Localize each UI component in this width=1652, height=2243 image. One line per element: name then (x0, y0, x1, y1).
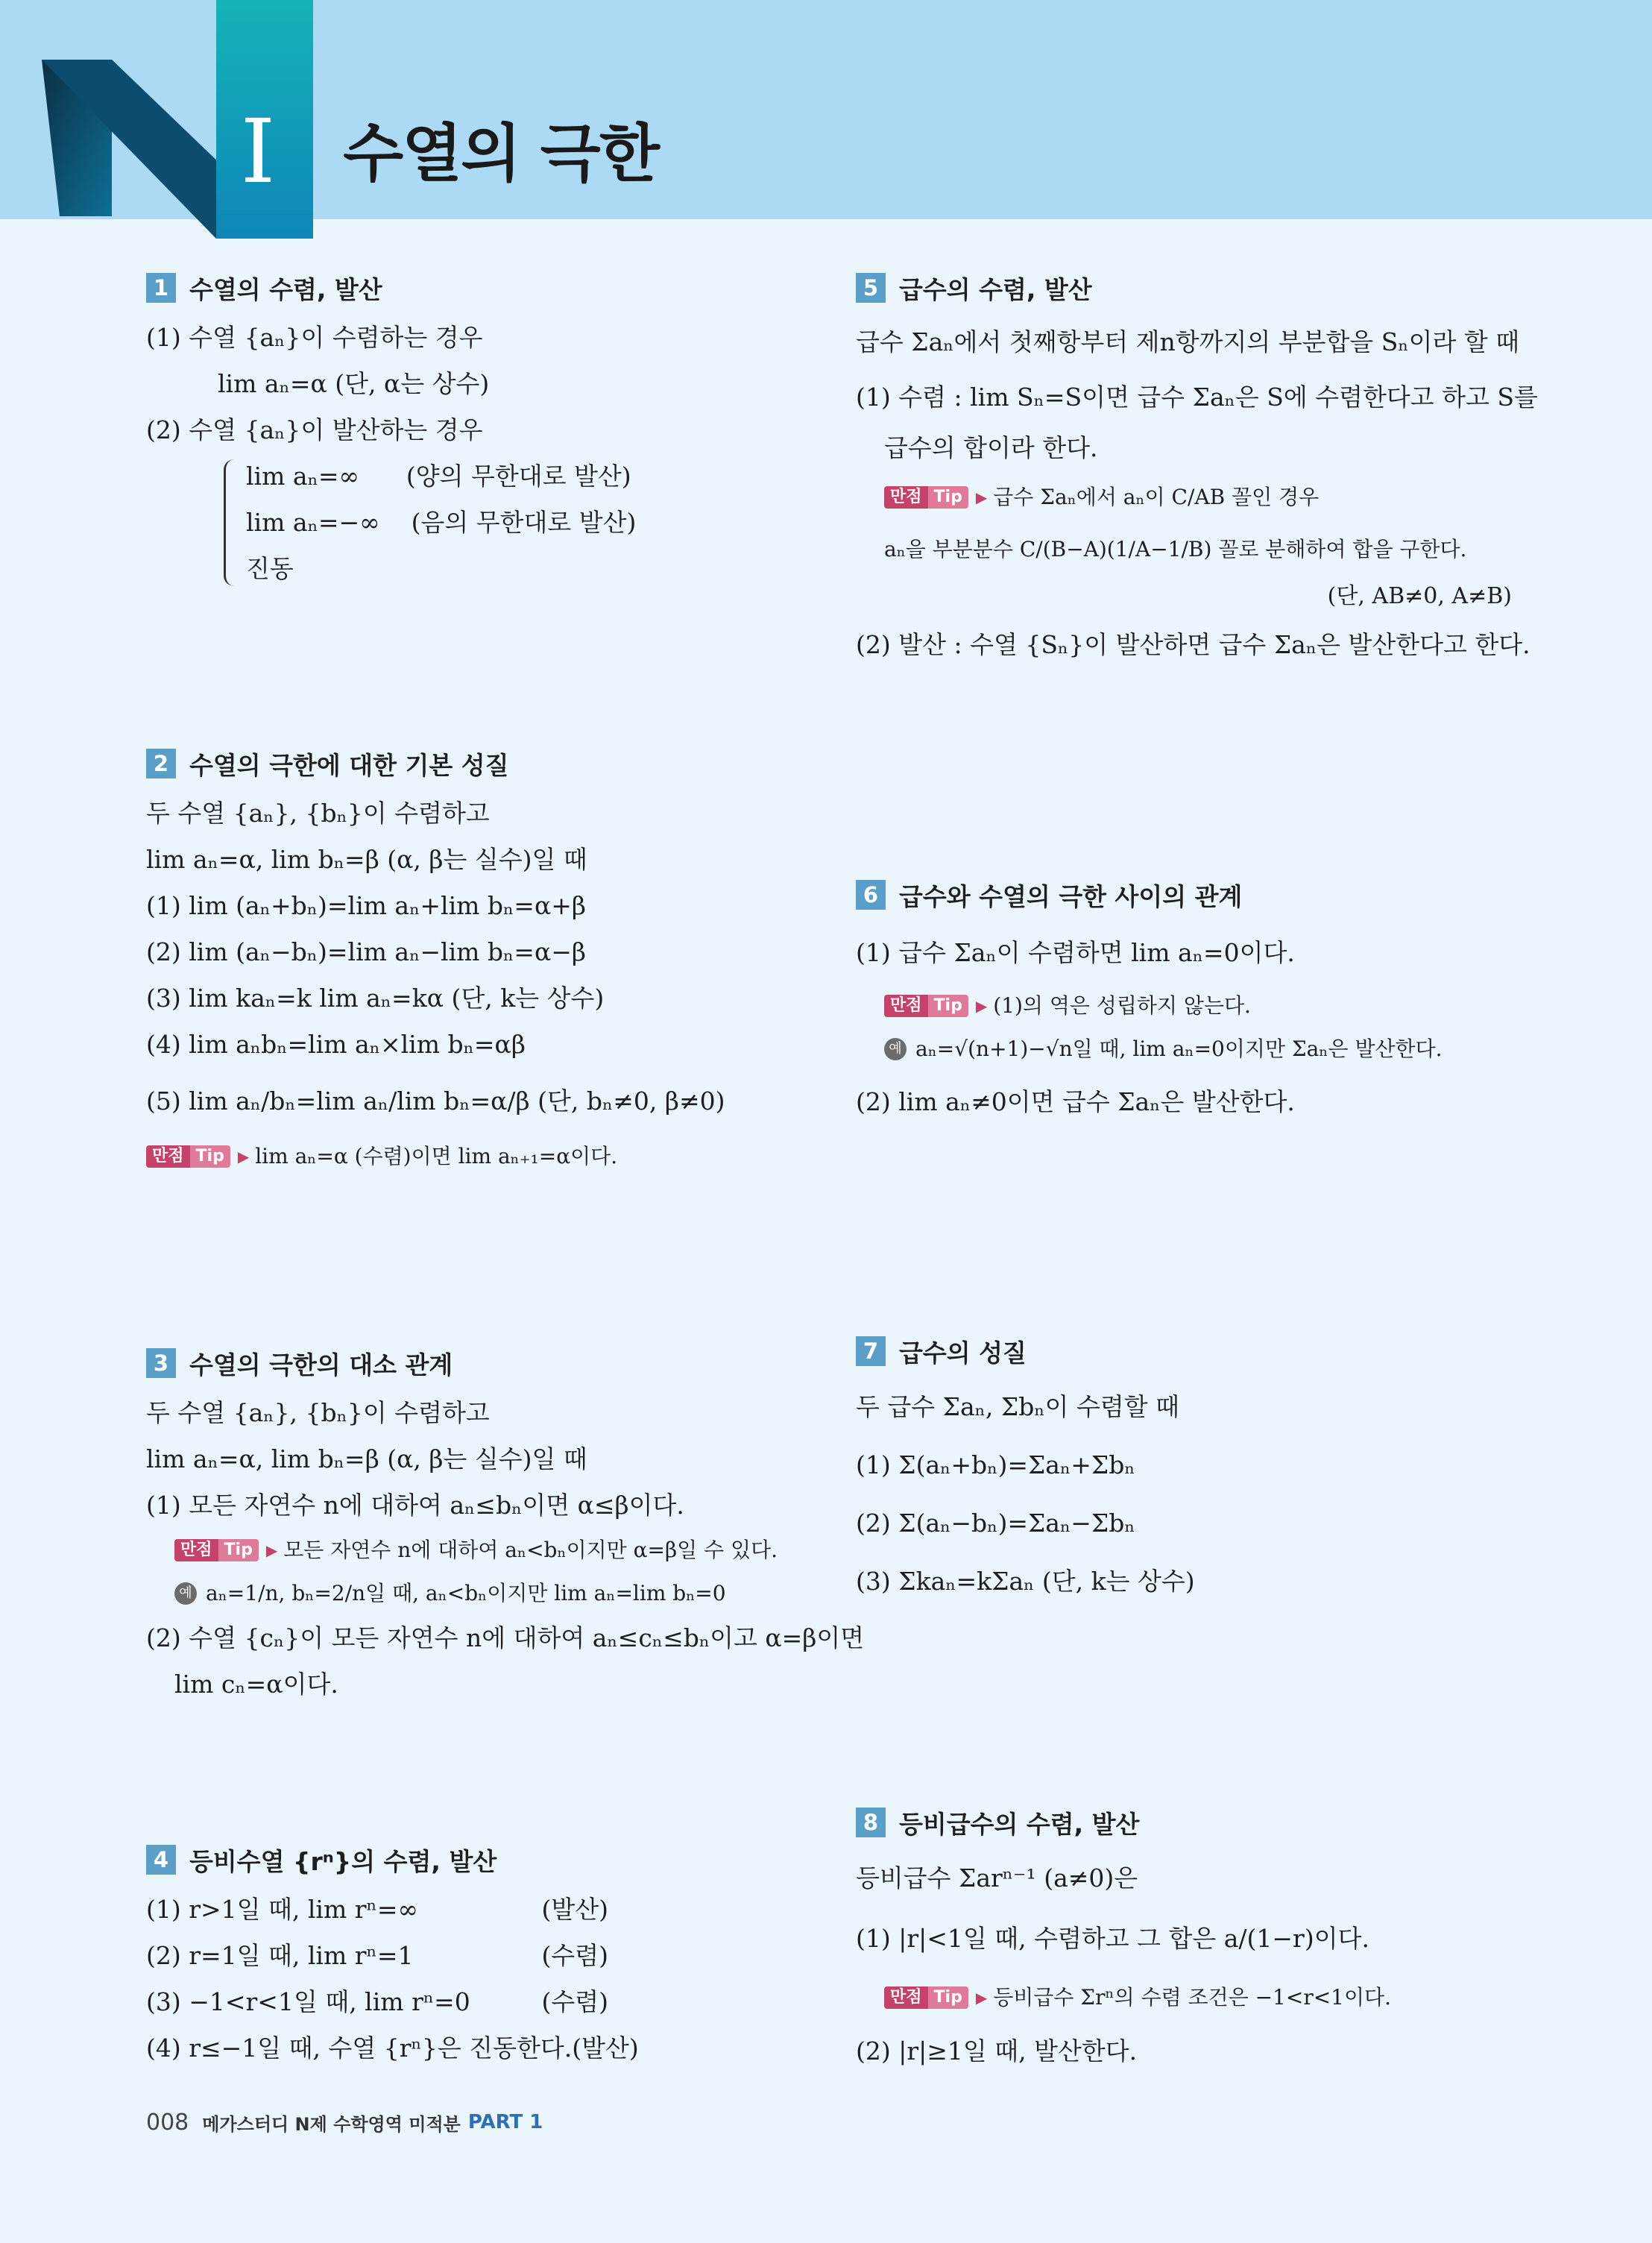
section-header (856, 878, 1512, 911)
text-line: (1) 수렴 : lim Sₙ=S이면 급수 Σaₙ은 S에 수렴한다고 하고 S를 (856, 383, 1538, 412)
section-header (146, 271, 802, 304)
list-item: (1) r>1일 때, lim rⁿ=∞ (발산) (146, 1895, 608, 1924)
section-title: 수열의 극한의 대소 관계 (189, 1350, 453, 1380)
section-number: 2 (146, 749, 176, 778)
example-text: aₙ=1/n, bₙ=2/n일 때, aₙ<bₙ이지만 lim aₙ=lim bₙ=0 (206, 1581, 726, 1605)
section-number: 6 (856, 880, 886, 910)
tip-badge: 만점 Tip (146, 1145, 230, 1168)
list-item: (3) −1<r<1일 때, lim rⁿ=0 (수렴) (146, 1987, 608, 2016)
cases-block (224, 453, 802, 592)
case-line: lim aₙ=∞ (양의 무한대로 발산) (246, 462, 631, 491)
section-header (856, 1335, 1512, 1368)
tip-text: 등비급수 Σrⁿ의 수렴 조건은 −1<r<1이다. (993, 1985, 1391, 2010)
triangle-arrow-icon: ▶ (975, 1989, 988, 2007)
tip-badge: 만점 Tip (884, 995, 968, 1017)
tip-badge: 만점 Tip (884, 1986, 968, 2009)
section-title: 급수와 수열의 극한 사이의 관계 (899, 881, 1243, 911)
section-4 (146, 1843, 639, 2071)
triangle-arrow-icon: ▶ (237, 1148, 250, 1165)
section-number: 4 (146, 1845, 176, 1875)
section-header (146, 1843, 608, 1876)
section-header (856, 271, 1512, 304)
example-mark-icon: 예 (174, 1582, 197, 1605)
page-footer (146, 2106, 543, 2139)
text-line: 두 급수 Σaₙ, Σbₙ이 수렴할 때 (856, 1392, 1179, 1421)
section-1 (146, 271, 802, 592)
section-6 (856, 878, 1512, 1133)
section-2 (146, 747, 817, 1178)
formula-line: (2) lim (aₙ−bₙ)=lim aₙ−lim bₙ=α−β (146, 937, 586, 966)
section-title: 수열의 극한에 대한 기본 성질 (189, 750, 509, 780)
tip-line (146, 1135, 817, 1178)
text-line: (1) 수열 {aₙ}이 수렴하는 경우 (146, 323, 483, 352)
section-8 (856, 1806, 1512, 2077)
section-title: 수열의 수렴, 발산 (189, 274, 382, 304)
chapter-roman-numeral: I (240, 100, 276, 203)
tip-badge: 만점 Tip (174, 1539, 259, 1561)
text-line: lim aₙ=α, lim bₙ=β (α, β는 실수)일 때 (146, 1444, 587, 1473)
section-number: 5 (856, 273, 886, 303)
section-7 (856, 1335, 1512, 1611)
section-title: 급수의 수렴, 발산 (899, 274, 1092, 304)
text-line: (1) 모든 자연수 n에 대하여 aₙ≤bₙ이면 α≤β이다. (146, 1491, 684, 1520)
formula-line: (5) lim aₙ/bₙ=lim aₙ/lim bₙ=α/β (단, bₙ≠0, β≠0) (146, 1086, 725, 1116)
formula-line: (1) Σ(aₙ+bₙ)=Σaₙ+Σbₙ (856, 1450, 1135, 1479)
text-line: (2) 발산 : 수열 {Sₙ}이 발산하면 급수 Σaₙ은 발산한다고 한다. (856, 630, 1530, 659)
text-line: 두 수열 {aₙ}, {bₙ}이 수렴하고 (146, 799, 490, 828)
formula-line: lim aₙ=α (단, α는 상수) (218, 369, 490, 398)
example-text: aₙ=√(n+1)−√n일 때, lim aₙ=0이지만 Σaₙ은 발산한다. (915, 1036, 1443, 1061)
tip-line-continued: aₙ을 부분분수 C/(B−A)(1/A−1/B) 꼴로 분해하여 합을 구한다. (884, 537, 1467, 561)
formula-line: (4) lim aₙbₙ=lim aₙ×lim bₙ=αβ (146, 1030, 526, 1059)
text-line: 급수 Σaₙ에서 첫째항부터 제n항까지의 부분합을 Sₙ이라 할 때 (856, 327, 1520, 356)
text-line: lim aₙ=α, lim bₙ=β (α, β는 실수)일 때 (146, 845, 587, 874)
section-title: 등비수열 {rⁿ}의 수렴, 발산 (189, 1846, 497, 1876)
list-item: (4) r≤−1일 때, 수열 {rⁿ}은 진동한다. (발산) (146, 2033, 639, 2063)
section-number: 1 (146, 273, 176, 303)
formula-line: (2) Σ(aₙ−bₙ)=Σaₙ−Σbₙ (856, 1509, 1135, 1538)
formula-line: (1) lim (aₙ+bₙ)=lim aₙ+lim bₙ=α+β (146, 891, 586, 920)
text-line: 급수의 합이라 한다. (884, 433, 1098, 462)
formula-line: (3) Σkaₙ=kΣaₙ (단, k는 상수) (856, 1567, 1195, 1596)
triangle-arrow-icon: ▶ (265, 1541, 278, 1559)
chapter-title: 수열의 극한 (343, 117, 658, 190)
part-label: PART 1 (467, 2111, 543, 2133)
formula-line: lim cₙ=α이다. (174, 1670, 338, 1699)
example-line (856, 1028, 1512, 1071)
example-mark-icon: 예 (884, 1038, 907, 1060)
book-title: 메가스터디 N제 수학영역 미적분 (202, 2113, 461, 2135)
section-title: 급수의 성질 (899, 1338, 1027, 1368)
tip-line (856, 1970, 1512, 2025)
triangle-arrow-icon: ▶ (975, 997, 988, 1015)
text-line: 두 수열 {aₙ}, {bₙ}이 수렴하고 (146, 1398, 490, 1427)
section-3 (146, 1347, 865, 1708)
page-number: 008 (146, 2109, 189, 2136)
section-number: 8 (856, 1808, 886, 1837)
section-5 (856, 271, 1538, 673)
section-title: 등비급수의 수렴, 발산 (899, 1809, 1140, 1839)
text-line: 등비급수 Σarⁿ⁻¹ (a≠0)은 (856, 1863, 1138, 1893)
section-number: 3 (146, 1348, 176, 1378)
text-line: (2) |r|≥1일 때, 발산한다. (856, 2036, 1138, 2066)
condition-note: (단, AB≠0, A≠B) (1327, 583, 1512, 609)
text-line: (2) 수열 {aₙ}이 발산하는 경우 (146, 415, 483, 444)
text-line: (1) 급수 Σaₙ이 수렴하면 lim aₙ=0이다. (856, 938, 1295, 967)
tip-line (856, 471, 1512, 523)
tip-text: (1)의 역은 성립하지 않는다. (993, 993, 1251, 1018)
triangle-arrow-icon: ▶ (975, 488, 988, 506)
tip-badge: 만점 Tip (884, 486, 968, 509)
text-line: (2) lim aₙ≠0이면 급수 Σaₙ은 발산한다. (856, 1087, 1295, 1116)
brace-icon (224, 459, 239, 586)
text-line: (2) 수열 {cₙ}이 모든 자연수 n에 대하여 aₙ≤cₙ≤bₙ이고 α=β이면 (146, 1623, 865, 1652)
tip-text: 모든 자연수 n에 대하여 aₙ<bₙ이지만 α=β일 수 있다. (283, 1538, 778, 1562)
section-header (856, 1806, 1512, 1839)
formula-line: (3) lim kaₙ=k lim aₙ=kα (단, k는 상수) (146, 984, 605, 1013)
case-line: lim aₙ=−∞ (음의 무한대로 발산) (246, 508, 637, 537)
n-logo-icon (30, 0, 343, 246)
section-header (146, 1347, 817, 1380)
section-header (146, 747, 817, 780)
tip-text: lim aₙ=α (수렴)이면 lim aₙ₊₁=α이다. (255, 1144, 618, 1168)
tip-text: 급수 Σaₙ에서 aₙ이 C/AB 꼴인 경우 (993, 485, 1320, 509)
list-item: (2) r=1일 때, lim rⁿ=1 (수렴) (146, 1941, 608, 1970)
text-line: (1) |r|<1일 때, 수렴하고 그 합은 a/(1−r)이다. (856, 1924, 1369, 1953)
tip-line (146, 1529, 817, 1572)
tip-line (856, 984, 1512, 1028)
section-number: 7 (856, 1336, 886, 1366)
case-line: 진동 (246, 554, 294, 583)
example-line (146, 1572, 817, 1615)
